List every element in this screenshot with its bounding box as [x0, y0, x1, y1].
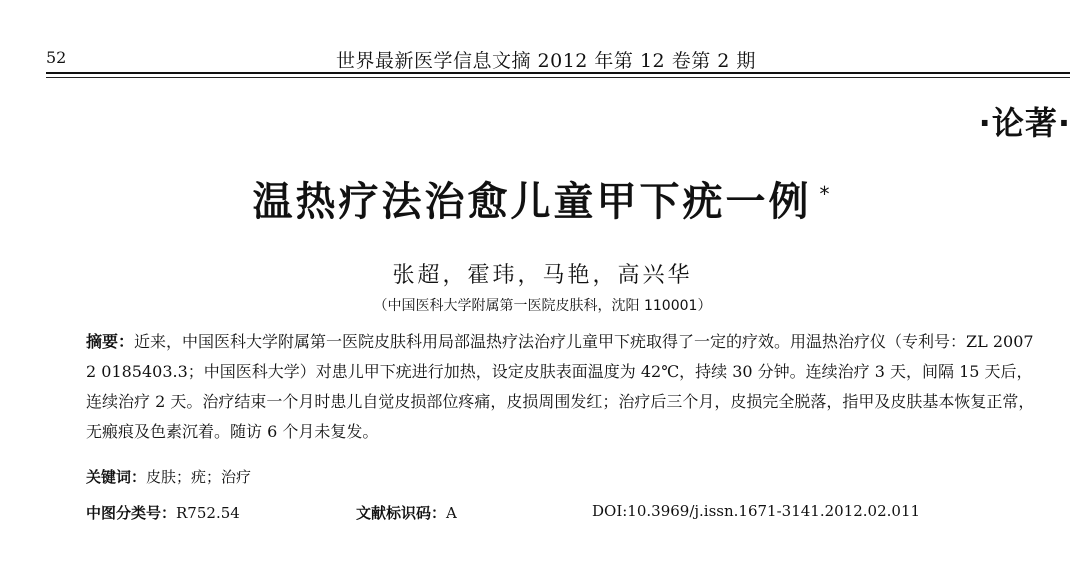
authors: 张超，霍玮，马艳，高兴华: [392, 263, 693, 288]
section-label: ·论著·: [978, 104, 1071, 142]
header-rule-thin: [46, 77, 1070, 78]
abstract-label: 摘要：: [86, 332, 135, 351]
header-rule-thick: [46, 72, 1070, 74]
affiliation: （中国医科大学附属第一医院皮肤科，沈阳 110001）: [373, 298, 712, 314]
doi: DOI:10.3969/j.issn.1671-3141.2012.02.011: [592, 502, 921, 520]
keywords-label: 关键词：: [86, 468, 147, 486]
abstract-text: 近来，中国医科大学附属第一医院皮肤科用局部温热疗法治疗儿童甲下疣取得了一定的疗效。用温热治疗仪（专利号：ZL 2007 2 0185403.3；中国医科大学）对患儿甲下疣进行加热，设定皮肤表面温度为 42℃，持续 30 分钟。连续治疗 3 天，间隔 15 天后，连续治疗 2 天。治疗结束一个月时患儿自觉皮损部位疼痛，皮损周围发红；治疗后三个月，皮损完全脱落，指甲及皮肤基本恢复正常，无瘢痕及色素沉着。随访 6 个月未复发。: [86, 332, 1035, 441]
running-header: 世界最新医学信息文摘 2012 年第 12 卷第 2 期: [336, 50, 756, 72]
title-footnote-mark: *: [819, 181, 833, 206]
paper-title: [0, 170, 1085, 227]
keywords-text: 皮肤；疣；治疗: [146, 468, 252, 486]
keywords: [86, 466, 251, 487]
abstract: [86, 327, 1036, 447]
document-code-value: A: [446, 504, 457, 522]
classification-value: R752.54: [176, 504, 240, 522]
classification-label: 中图分类号：: [86, 504, 177, 522]
page-number: 52: [46, 48, 67, 67]
title-text: 温热疗法治愈儿童甲下疣一例: [252, 179, 812, 225]
document-code-label: 文献标识码：: [356, 504, 447, 522]
classification-number: [86, 502, 240, 523]
document-code: [356, 502, 457, 523]
